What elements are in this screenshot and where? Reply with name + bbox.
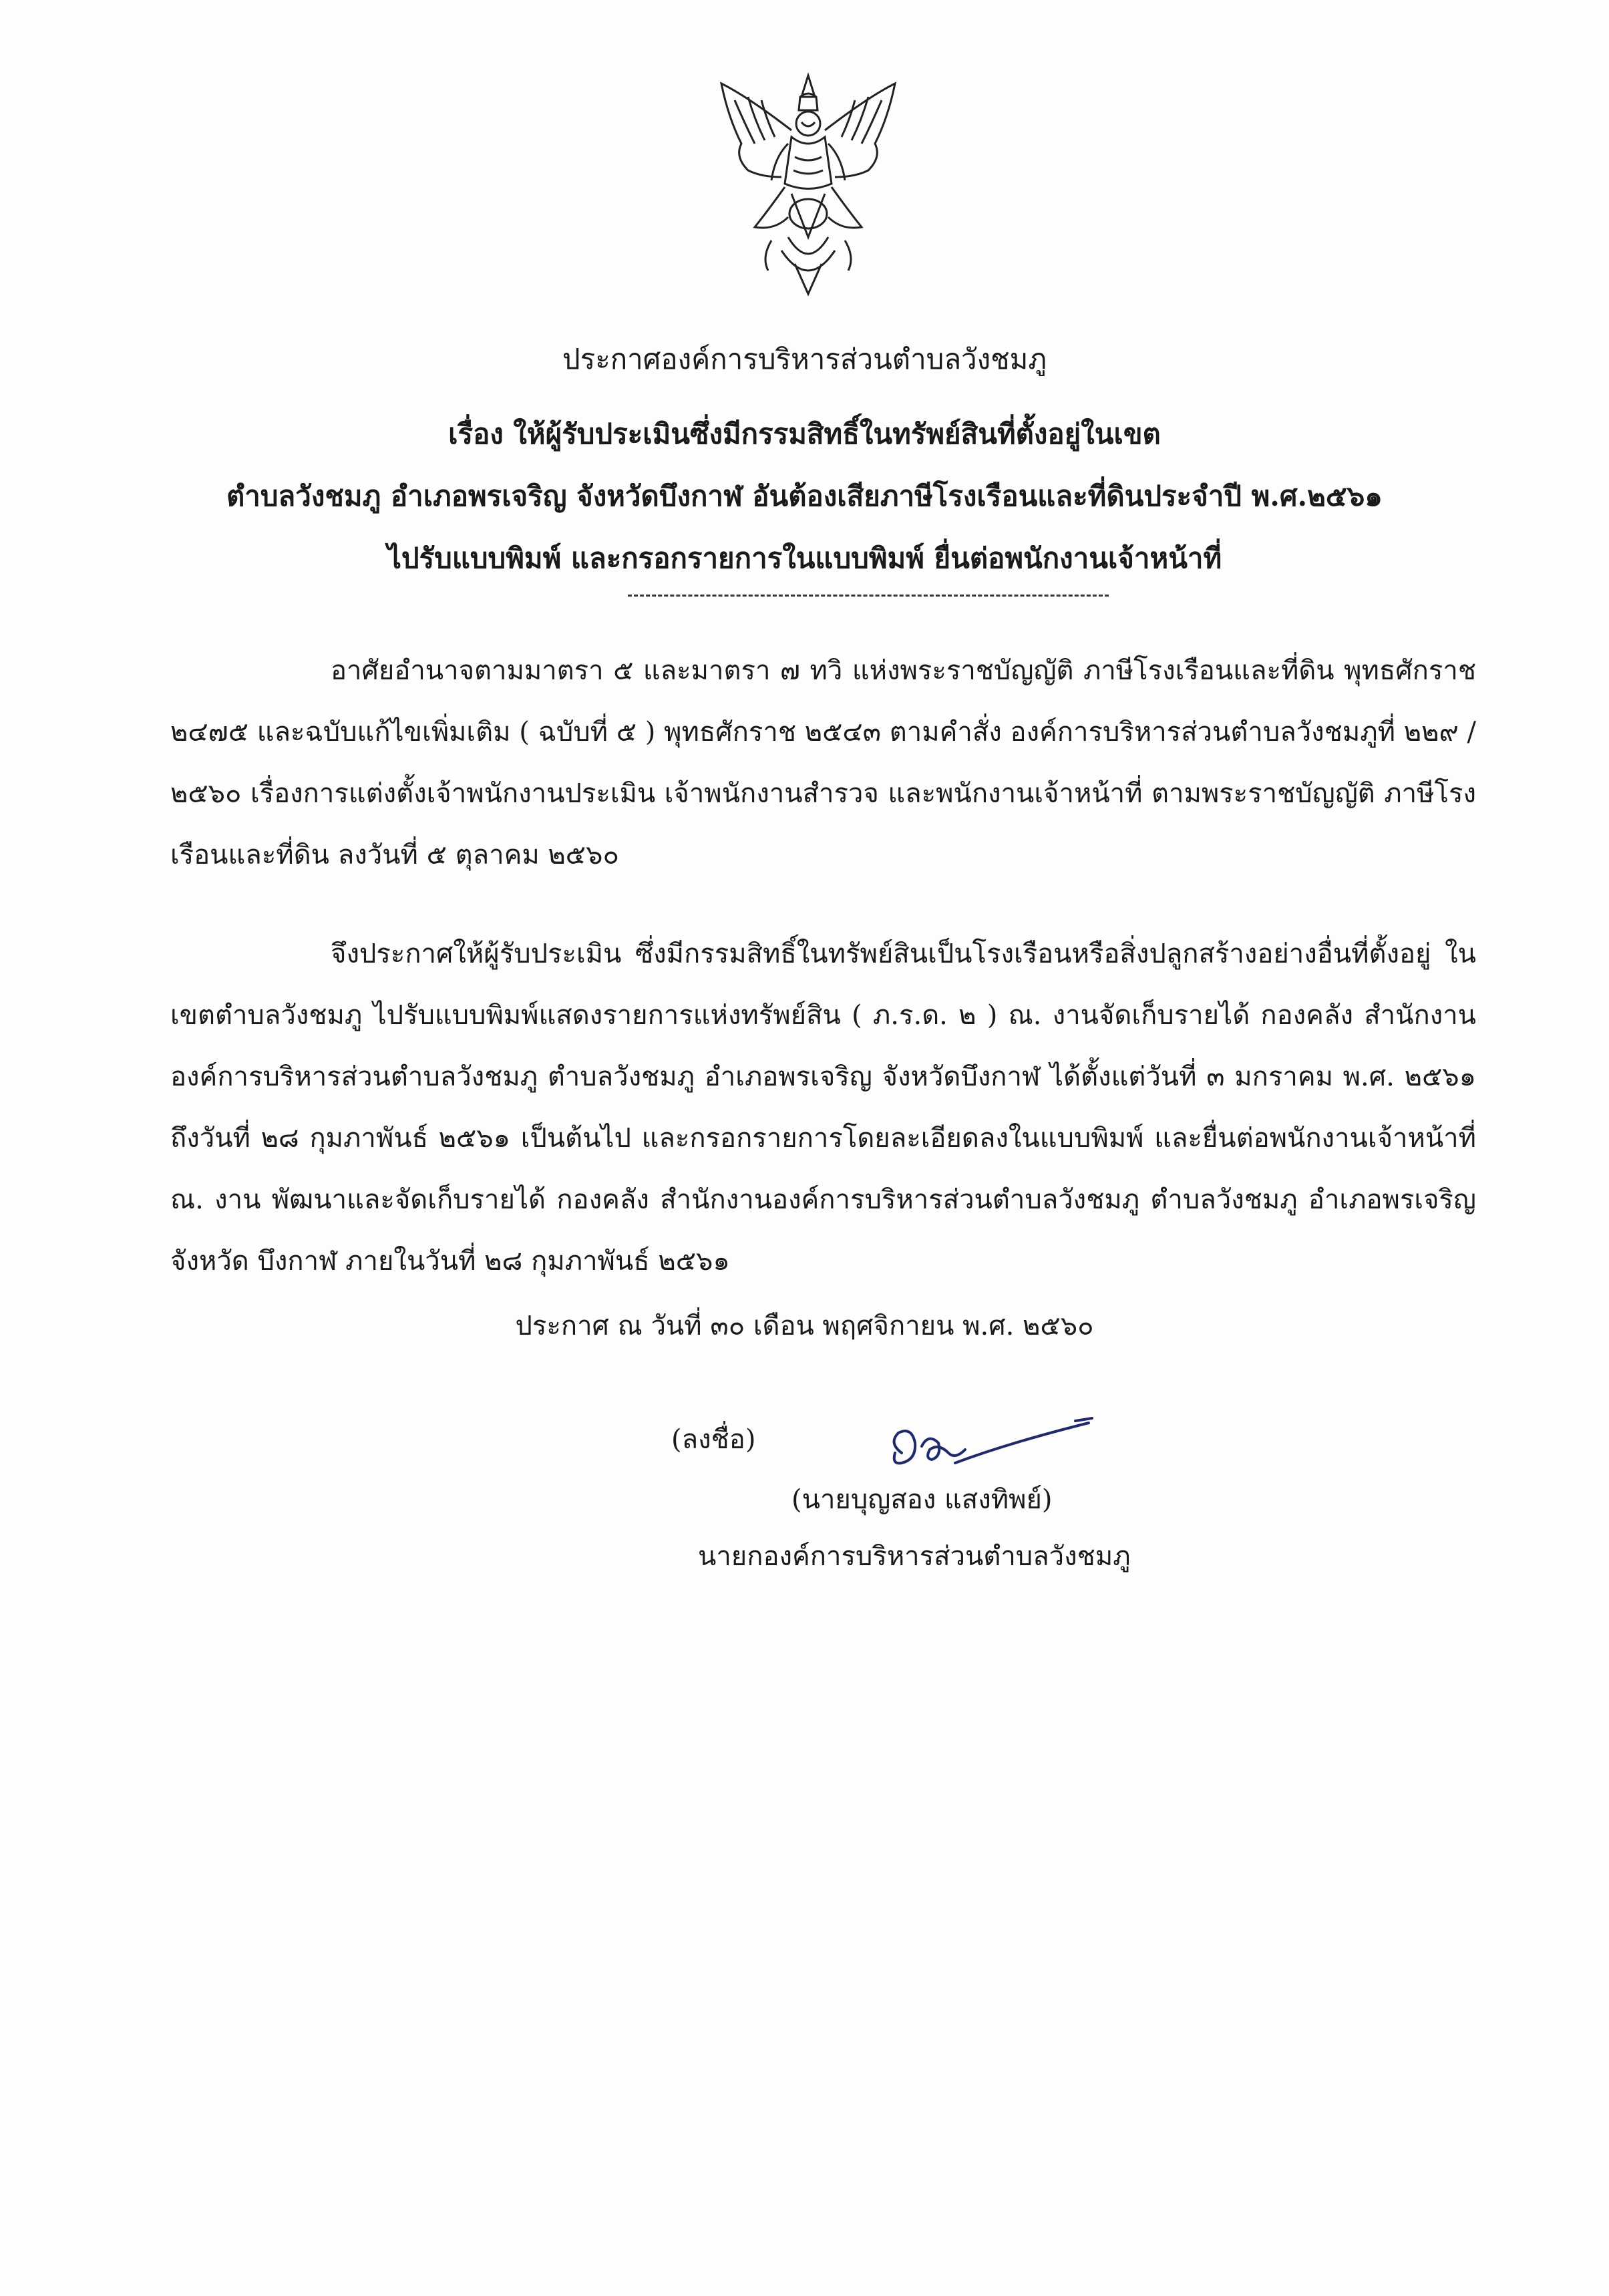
announcement-title: ประกาศองค์การบริหารส่วนตำบลวังชมภู — [562, 343, 1047, 375]
garuda-emblem-icon — [708, 70, 908, 301]
signer-title: นายกองค์การบริหารส่วนตำบลวังชมภู — [698, 1541, 1131, 1572]
subject-line-2: ตำบลวังชมภู อำเภอพรเจริญ จังหวัดบึงกาฬ อันต้องเสียภาษีโรงเรือนและที่ดินประจำปี พ.ศ.๒๕๖๑ — [226, 480, 1383, 512]
body-paragraph-2: จึงประกาศให้ผู้รับประเมิน ซึ่งมีกรรมสิทธิ์ในทรัพย์สินเป็นโรงเรือนหรือสิ่งปลูกสร้างอย่างอื่นที่ตั้งอยู่ ในเขตตำบลวังชมภู ไปรับแบบพิมพ์แสดงรายการแห่งทรัพย์สิน ( ภ.ร.ด. ๒ ) ณ. งานจัดเก็บรายได้ กองคลัง สำนักงาน องค์การบริหารส่วนตำบลวังชมภู ตำบลวังชมภู อำเภอพรเจริญ จังหวัดบึงกาฬ ได้ตั้งแต่วันที่ ๓ มกราคม พ.ศ. ๒๕๖๑ ถึงวันที่ ๒๘ กุมภาพันธ์ ๒๕๖๑ เป็นต้นไป และกรอกรายการโดยละเอียดลงในแบบพิมพ์ และยื่นต่อพนักงานเจ้าหน้าที่ ณ. งาน พัฒนาและจัดเก็บรายได้ กองคลัง สำนักงานองค์การบริหารส่วนตำบลวังชมภู ตำบลวังชมภู อำเภอพรเจริญ จังหวัด บึงกาฬ ภายในวันที่ ๒๘ กุมภาพันธ์ ๒๕๖๑ — [170, 939, 1476, 1277]
title-divider — [628, 595, 1109, 597]
signer-name: (นายบุญสอง แสงทิพย์) — [791, 1484, 1053, 1515]
handwritten-signature — [875, 1406, 1095, 1480]
announcement-date: ประกาศ ณ วันที่ ๓๐ เดือน พฤศจิกายน พ.ศ. ๒๕๖๐ — [515, 1311, 1094, 1341]
subject-line-1: เรื่อง ให้ผู้รับประเมินซึ่งมีกรรมสิทธิ์ในทรัพย์สินที่ตั้งอยู่ในเขต — [448, 418, 1161, 450]
body-paragraph-1: อาศัยอำนาจตามมาตรา ๕ และมาตรา ๗ ทวิ แห่งพระราชบัญญัติ ภาษีโรงเรือนและที่ดิน พุทธศักราช ๒๔๗๕ และฉบับแก้ไขเพิ่มเติม ( ฉบับที่ ๕ ) พุทธศักราช ๒๕๔๓ ตามคำสั่ง องค์การบริหารส่วนตำบลวังชมภูที่ ๒๒๙ / ๒๕๖๐ เรื่องการแต่งตั้งเจ้าพนักงานประเมิน เจ้าพนักงานสำรวจ และพนักงานเจ้าหน้าที่ ตามพระราชบัญญัติ ภาษีโรงเรือนและที่ดิน ลงวันที่ ๕ ตุลาคม ๒๕๖๐ — [170, 655, 1476, 870]
signature-label: (ลงชื่อ) — [671, 1424, 756, 1455]
subject-line-3: ไปรับแบบพิมพ์ และกรอกรายการในแบบพิมพ์ ยื่นต่อพนักงานเจ้าหน้าที่ — [387, 542, 1222, 575]
